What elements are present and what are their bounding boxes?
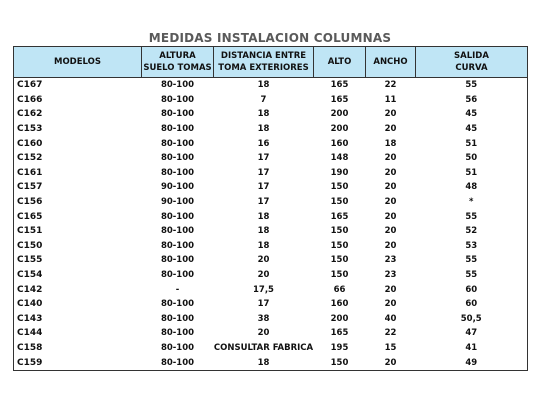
table-row: [14, 78, 528, 93]
header-modelos: MODELOS: [14, 47, 142, 78]
cell-altura: 80-100: [160, 109, 195, 120]
cell-alto: 150: [330, 197, 349, 208]
table-row: [14, 312, 528, 327]
cell-ancho: 11: [384, 94, 397, 105]
cell-alto: 150: [330, 270, 349, 281]
table-header-row: [14, 47, 528, 78]
cell-altura: 80-100: [142, 355, 214, 370]
cell-modelo: C165: [14, 209, 142, 224]
cell-altura: -: [175, 284, 180, 295]
cell-ancho: 22: [384, 80, 397, 91]
cell-salida: 41: [416, 341, 528, 356]
header-ancho: ANCHO: [366, 47, 416, 78]
cell-modelo: C143: [14, 312, 142, 327]
cell-salida: 47: [416, 326, 528, 341]
cell-altura: 80-100: [160, 124, 195, 135]
cell-salida: 45: [416, 122, 528, 137]
cell-distancia: 17: [257, 167, 270, 178]
cell-salida: 52: [416, 224, 528, 239]
cell-modelo: C156: [14, 195, 142, 210]
cell-altura: 90-100: [160, 182, 195, 193]
cell-altura: 80-100: [160, 226, 195, 237]
cell-ancho: 20: [384, 240, 397, 251]
cell-alto: 160: [330, 299, 349, 310]
cell-ancho: 15: [384, 342, 397, 353]
cell-modelo: C159: [14, 355, 142, 370]
table-row: [14, 297, 528, 312]
cell-distancia: 16: [257, 138, 270, 149]
table-row: [14, 341, 528, 356]
cell-salida: 51: [416, 166, 528, 181]
cell-salida: 55: [416, 78, 528, 93]
cell-distancia: 20: [257, 328, 270, 339]
cell-alto: 165: [330, 328, 349, 339]
cell-ancho: 23: [384, 255, 397, 266]
cell-modelo: C142: [14, 282, 142, 297]
table-row: [14, 282, 528, 297]
table-row: [14, 268, 528, 283]
cell-altura: 80-100: [160, 328, 195, 339]
cell-distancia: 38: [257, 313, 270, 324]
cell-alto: 150: [314, 355, 366, 370]
cell-alto: 200: [330, 109, 349, 120]
cell-alto: 200: [330, 124, 349, 135]
cell-modelo: C151: [14, 224, 142, 239]
cell-distancia: 18: [214, 355, 314, 370]
header-altura: ALTURA SUELO TOMAS: [142, 47, 214, 78]
cell-distancia: 17,5: [253, 284, 274, 295]
cell-salida: 60: [416, 282, 528, 297]
document-title: MEDIDAS INSTALACION COLUMNAS: [148, 31, 392, 45]
cell-salida: 49: [416, 355, 528, 370]
cell-distancia: 18: [257, 240, 270, 251]
cell-modelo: C140: [14, 297, 142, 312]
cell-modelo: C144: [14, 326, 142, 341]
cell-distancia: 17: [257, 299, 270, 310]
cell-ancho: 20: [384, 109, 397, 120]
cell-altura: 80-100: [160, 80, 195, 91]
table-row: [14, 93, 528, 108]
table-row: [14, 326, 528, 341]
cell-modelo: C154: [14, 268, 142, 283]
table-row: [14, 355, 528, 370]
cell-alto: 150: [330, 182, 349, 193]
cell-alto: 160: [330, 138, 349, 149]
measurements-table: [13, 46, 528, 371]
table-row: [14, 253, 528, 268]
cell-ancho: 40: [384, 313, 397, 324]
cell-salida: 55: [416, 268, 528, 283]
cell-salida: *: [416, 195, 528, 210]
cell-alto: 165: [330, 94, 349, 105]
cell-altura: 80-100: [160, 255, 195, 266]
cell-distancia: 18: [257, 124, 270, 135]
cell-distancia: 18: [257, 211, 270, 222]
cell-altura: 80-100: [160, 167, 195, 178]
table-row: [14, 224, 528, 239]
cell-ancho: 20: [366, 355, 416, 370]
header-alto: ALTO: [314, 47, 366, 78]
cell-distancia: 17: [257, 182, 270, 193]
cell-altura: 90-100: [160, 197, 195, 208]
table-row: [14, 195, 528, 210]
cell-modelo: C157: [14, 180, 142, 195]
cell-ancho: 20: [384, 124, 397, 135]
cell-ancho: 20: [384, 182, 397, 193]
cell-salida: 56: [416, 93, 528, 108]
cell-modelo: C155: [14, 253, 142, 268]
cell-alto: 148: [330, 153, 349, 164]
header-distancia: DISTANCIA ENTRE TOMA EXTERIORES: [214, 47, 314, 78]
cell-alto: 165: [330, 211, 349, 222]
cell-ancho: 20: [384, 153, 397, 164]
cell-altura: 80-100: [160, 138, 195, 149]
cell-altura: 80-100: [160, 240, 195, 251]
cell-ancho: 20: [384, 284, 397, 295]
table-row: [14, 136, 528, 151]
cell-alto: 66: [333, 284, 346, 295]
table-row: [14, 180, 528, 195]
cell-ancho: 20: [384, 299, 397, 310]
cell-altura: 80-100: [160, 211, 195, 222]
table-row: [14, 239, 528, 254]
cell-modelo: C153: [14, 122, 142, 137]
cell-altura: 80-100: [160, 153, 195, 164]
cell-modelo: C167: [14, 78, 142, 93]
cell-altura: 80-100: [160, 299, 195, 310]
cell-salida: 50,5: [416, 312, 528, 327]
cell-salida: 53: [416, 239, 528, 254]
cell-salida: 55: [416, 253, 528, 268]
cell-alto: 190: [330, 167, 349, 178]
cell-salida: 51: [416, 136, 528, 151]
cell-modelo: C166: [14, 93, 142, 108]
cell-ancho: 20: [384, 197, 397, 208]
cell-modelo: C158: [14, 341, 142, 356]
cell-modelo: C162: [14, 107, 142, 122]
cell-distancia: 17: [257, 153, 270, 164]
cell-distancia: CONSULTAR FABRICA: [213, 342, 314, 353]
cell-alto: 150: [330, 240, 349, 251]
cell-distancia: 18: [257, 226, 270, 237]
cell-altura: 80-100: [160, 270, 195, 281]
cell-distancia: 20: [257, 270, 270, 281]
table-row: [14, 151, 528, 166]
cell-alto: 150: [330, 255, 349, 266]
cell-distancia: 20: [257, 255, 270, 266]
cell-distancia: 7: [260, 94, 267, 105]
cell-salida: 50: [416, 151, 528, 166]
cell-modelo: C150: [14, 239, 142, 254]
header-salida: SALIDA CURVA: [416, 47, 528, 78]
cell-ancho: 22: [384, 328, 397, 339]
table-row: [14, 209, 528, 224]
cell-salida: 60: [416, 297, 528, 312]
cell-distancia: 18: [257, 109, 270, 120]
cell-ancho: 18: [384, 138, 397, 149]
table-row: [14, 166, 528, 181]
cell-altura: 80-100: [160, 313, 195, 324]
cell-alto: 150: [330, 226, 349, 237]
cell-ancho: 23: [384, 270, 397, 281]
cell-salida: 45: [416, 107, 528, 122]
cell-distancia: 18: [257, 80, 270, 91]
table-row: [14, 107, 528, 122]
cell-modelo: C160: [14, 136, 142, 151]
cell-salida: 48: [416, 180, 528, 195]
cell-modelo: C152: [14, 151, 142, 166]
cell-ancho: 20: [384, 211, 397, 222]
cell-altura: 80-100: [160, 342, 195, 353]
cell-salida: 55: [416, 209, 528, 224]
cell-modelo: C161: [14, 166, 142, 181]
table-row: [14, 122, 528, 137]
cell-alto: 200: [330, 313, 349, 324]
cell-ancho: 20: [384, 167, 397, 178]
cell-distancia: 17: [257, 197, 270, 208]
cell-altura: 80-100: [160, 94, 195, 105]
cell-alto: 165: [330, 80, 349, 91]
cell-alto: 195: [330, 342, 349, 353]
cell-ancho: 20: [384, 226, 397, 237]
table-body: [14, 78, 528, 371]
